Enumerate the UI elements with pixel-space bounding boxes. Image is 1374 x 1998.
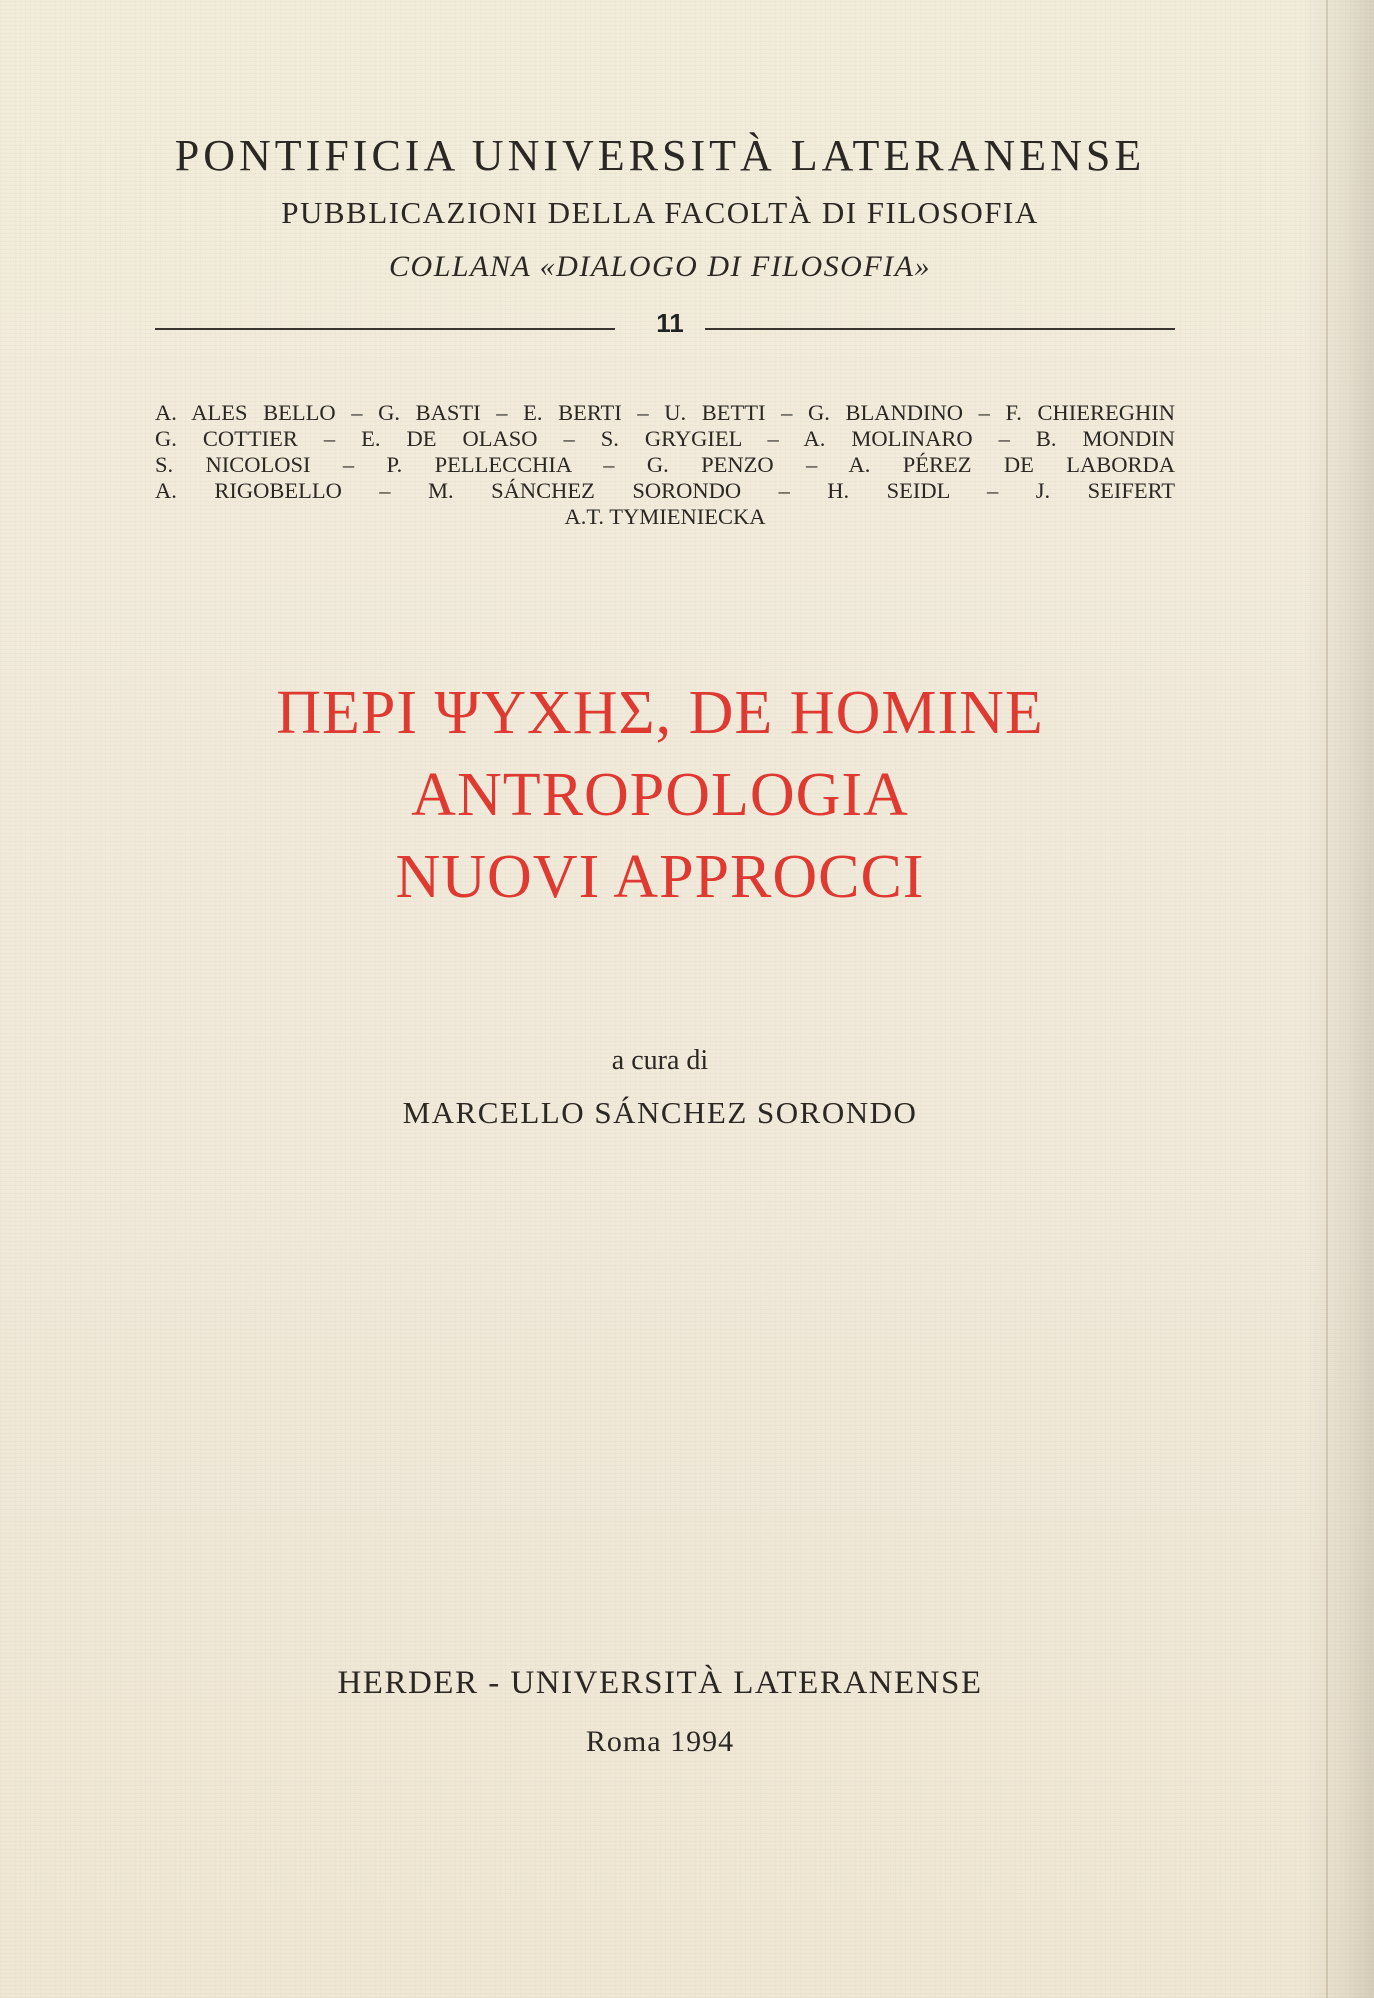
faculty-name: PUBBLICAZIONI DELLA FACOLTÀ DI FILOSOFIA [281, 195, 1039, 230]
rule-right [705, 328, 1175, 330]
university-name: PONTIFICIA UNIVERSITÀ LATERANENSE [174, 131, 1146, 180]
authors-line: G. COTTIER – E. DE OLASO – S. GRYGIEL – A. MOLINARO – B. MONDIN [155, 426, 1175, 451]
rule-left [155, 328, 615, 330]
page-edge-line [1326, 0, 1328, 1998]
place-year: Roma 1994 [585, 1725, 735, 1758]
authors-line: S. NICOLOSI – P. PELLECCHIA – G. PENZO – A. PÉREZ DE LABORDA [155, 452, 1175, 477]
series-name: COLLANA «DIALOGO DI FILOSOFIA» [389, 250, 931, 283]
volume-number: 11 [656, 308, 684, 338]
book-title [0, 672, 1320, 918]
publisher-name: HERDER - UNIVERSITÀ LATERANENSE [337, 1665, 983, 1701]
authors-line: A. ALES BELLO – G. BASTI – E. BERTI – U. BETTI – G. BLANDINO – F. CHIEREGHIN [155, 400, 1175, 425]
title-line-2: ANTROPOLOGIA [411, 761, 909, 829]
volume-number-row [155, 308, 1175, 348]
authors-line: A. RIGOBELLO – M. SÁNCHEZ SORONDO – H. SEIDL – J. SEIFERT [155, 478, 1175, 503]
title-line-3: NUOVI APPROCCI [395, 843, 925, 911]
authors-list [155, 400, 1175, 530]
editor-label: a cura di [611, 1045, 709, 1076]
editor-name: MARCELLO SÁNCHEZ SORONDO [402, 1095, 918, 1130]
authors-line: A.T. TYMIENIECKA [564, 504, 766, 529]
title-line-1: ΠΕΡΙ ΨΥΧΗΣ, DE HOMINE [276, 679, 1044, 747]
